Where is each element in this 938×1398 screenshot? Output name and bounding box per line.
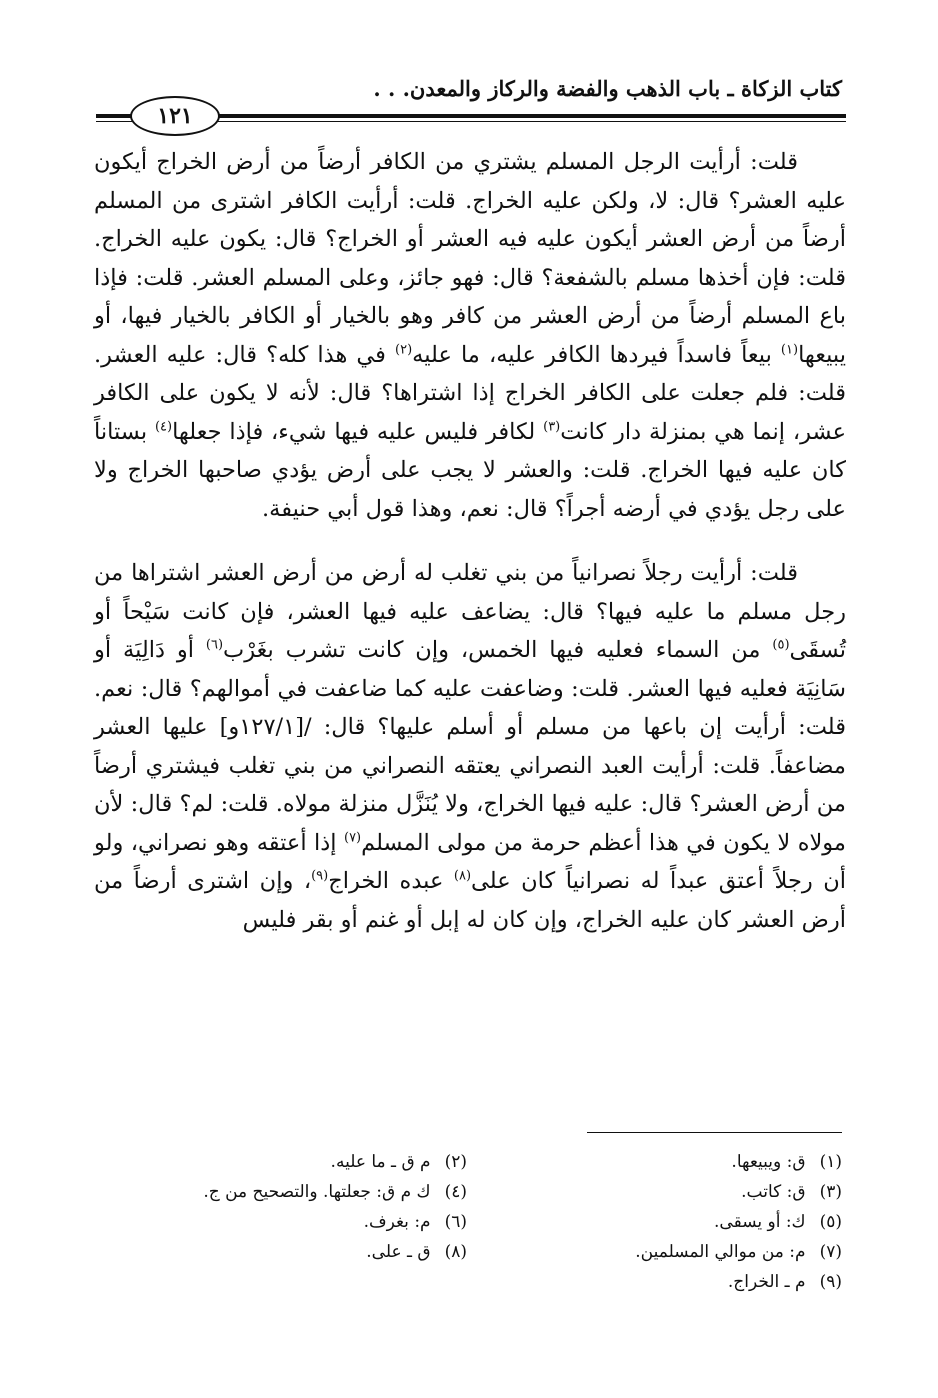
footnote-number: (٩) [819, 1272, 842, 1292]
footnote-ref: (٢) [395, 342, 413, 357]
footnote-ref: (٦) [205, 637, 224, 653]
footnote-number: (٨) [444, 1242, 467, 1262]
footnote [92, 1180, 467, 1205]
footnote [467, 1150, 842, 1175]
footnote-text: ق: ويبيعها. [731, 1152, 806, 1172]
footnote [467, 1210, 842, 1235]
paragraph-text: لكافر فليس عليه فيها شيء، فإذا جعلها [172, 418, 544, 445]
footnote-number: (٥) [819, 1212, 842, 1232]
footnote [92, 1210, 467, 1235]
footnote-text: ق ـ على. [366, 1242, 431, 1262]
paragraph-text: من السماء فعليه فيها الخمس، وإن كانت تشرب بغَرْب [223, 637, 773, 663]
footnote-text: ق: كاتب. [741, 1182, 806, 1202]
footnote-text: م: بغرف. [363, 1212, 431, 1232]
running-head: كتاب الزكاة ـ باب الذهب والفضة والركاز والمعدن. . . [373, 76, 842, 101]
footnote-ref: (١) [780, 342, 799, 357]
paragraph [94, 143, 846, 528]
paragraph-text: عبده الخراج [328, 868, 454, 894]
footnote-number: (٢) [444, 1152, 467, 1172]
paragraph-text: قلت: أرأيت رجلاً نصرانياً من بني تغلب له أرض من أرض العشر اشتراها من رجل مسلم ما عليه فيها؟ قال: يضاعف عليه فيها العشر، فإن كانت سَيْحاً أو تُسقَى [94, 560, 846, 663]
paragraph-text: قلت: أرأيت الرجل المسلم يشتري من الكافر أرضاً من أرض الخراج أيكون عليه العشر؟ قال: لا، ولكن عليه الخراج. قلت: أرأيت الكافر اشترى من المسلم أرضاً من أرض العشر أيكون عليه فيه العشر أو الخراج؟ قال: يكون عليه الخراج. قلت: فإن أخذها مسلم بالشفعة؟ قال: فهو جائز، وعلى المسلم العشر. قلت: فإذا باع المسلم أرضاً من أرض العشر من كافر وهو بالخيار أو الكافر بالخيار فيها، أو يبيعها [94, 149, 846, 368]
paragraph [94, 554, 846, 939]
footnote [467, 1180, 842, 1205]
page-number: ١٢١ [130, 96, 220, 136]
footnote-text: م ـ الخراج. [727, 1272, 806, 1292]
footnote [467, 1270, 842, 1295]
paragraph-text: ، وإن اشترى أرضاً من أرض العشر كان عليه الخراج، وإن كان له إبل أو غنم أو بقر فليس [94, 868, 846, 933]
paragraph-text: في هذا كله؟ قال: عليه العشر. قلت: فلم جعلت على الكافر الخراج إذا اشتراها؟ قال: لأنه لا يكون على الكافر عشر، إنما هي بمنزلة دار كانت [94, 341, 846, 445]
paragraph-text: أو دَالِيَة أو سَانِيَة فعليه فيها العشر. قلت: وضاعفت عليه كما ضاعفت في أموالهم؟ قال: نعم. قلت: أرأيت إن باعها من مسلم أو أسلم عليها؟ قال: /[١٢٧/١و] عليها العشر مضاعفاً. قلت: أرأيت العبد النصراني يعتقه النصراني من بني تغلب فيشتري أرضاً من أرض العشر؟ قال: عليه فيها الخراج، ولا يُنَزَّل منزلة مولاه. قلت: لم؟ قال: لأن مولاه لا يكون في هذا أعظم حرمة من مولى المسلم [94, 637, 846, 856]
paragraph-text: بيعاً فاسداً فيردها الكافر عليه، ما عليه [412, 341, 781, 368]
footnote-rule [587, 1132, 842, 1133]
footnote-ref: (٣) [543, 419, 561, 434]
footnote-number: (٧) [819, 1242, 842, 1262]
footnote-ref: (٥) [772, 637, 790, 653]
footnote-text: ك م ق: جعلتها. والتصحيح من ج. [203, 1182, 431, 1202]
footnote-text: ك: أو يسقى. [714, 1212, 806, 1232]
footnote [92, 1240, 467, 1265]
footnote-ref: (٧) [343, 830, 362, 845]
footnote-ref: (٩) [311, 868, 329, 884]
footnote-ref: (٨) [453, 868, 472, 884]
paragraph-text: بستاناً كان عليه فيها الخراج. قلت: والعشر لا يجب على أرض يؤدي صاحبها الخراج ولا على رجل يؤدي في أرضه أجراً؟ قال: نعم، وهذا قول أبي حنيفة. [94, 418, 846, 522]
footnote-text: م ق ـ ما عليه. [330, 1152, 431, 1172]
footnote-number: (١) [819, 1152, 842, 1172]
footnote-ref: (٤) [154, 419, 173, 434]
footnote-number: (٤) [444, 1182, 467, 1202]
footnote [92, 1150, 467, 1175]
footnote-text: م: من موالي المسلمين. [635, 1242, 806, 1262]
footnote-number: (٣) [819, 1182, 842, 1202]
footnote-number: (٦) [444, 1212, 467, 1232]
footnote [467, 1240, 842, 1265]
footnotes [92, 1150, 842, 1295]
body-text [94, 143, 846, 939]
paragraph-text: إذا أعتقه وهو نصراني، ولو أن رجلاً أعتق عبداً له نصرانياً كان على [94, 829, 846, 894]
